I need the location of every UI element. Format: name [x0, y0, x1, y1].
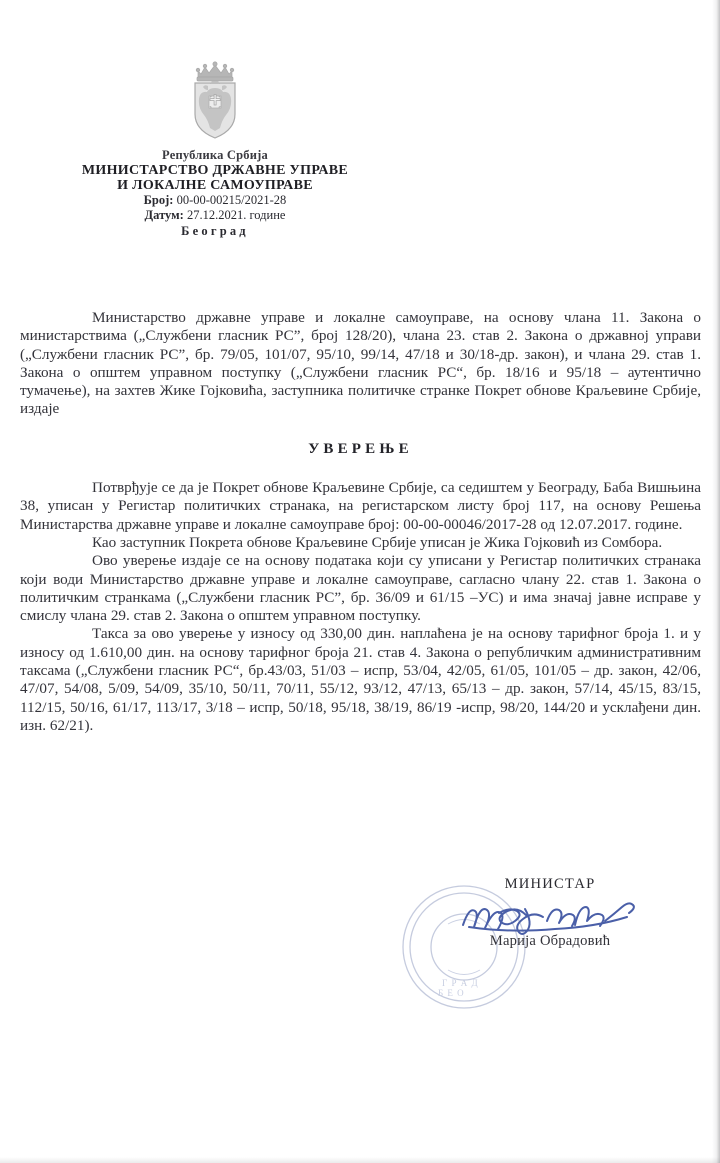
- paragraph-register-source: Ово уверење издаје се на основу података који су уписани у Регистар политичких странака који води Министарство државне управе и локалне самоуправе, сагласно члану 22. став 1. Закона о политичким странкама („Службени гласник РС”, бр. 36/09 и 61/15 –УС) и има значај јавне исправе у смислу члана 29. став 2. Закона о општем управном поступку.: [20, 552, 701, 625]
- signer-name: Марија Обрадовић: [489, 933, 611, 949]
- document-number: [0, 193, 430, 208]
- signer-role: МИНИСТАР: [504, 876, 596, 892]
- signature-block: [420, 876, 680, 950]
- country-name: Република Србија: [162, 148, 268, 162]
- paragraph-registration: Потврђује се да је Покрет обнове Краљевине Србије, са седиштем у Београду, Баба Вишњина 38, уписан у Регистар политичких странака, на регистарском листу број 117, на основу Решења Министарства државне управе и локалне самоуправе број: 00-00-00046/2017-28 од 12.07.2017. године.: [20, 479, 701, 533]
- ministry-name-line1: МИНИСТАРСТВО ДРЖАВНЕ УПРАВЕ: [81, 163, 349, 178]
- document-number-label: Број:: [143, 193, 174, 207]
- ministry-name-line2: И ЛОКАЛНЕ САМОУПРАВЕ: [117, 178, 313, 193]
- document-number-value: 00-00-00215/2021-28: [176, 193, 287, 207]
- scan-edge-right: [712, 0, 720, 1163]
- scan-edge-bottom: [0, 1157, 720, 1163]
- svg-text:Г Р А Д: Г Р А Д: [442, 978, 479, 988]
- paragraph-legal-basis: Министарство државне управе и локалне самоуправе, на основу члана 11. Закона о министарствима („Службени гласник РС”, број 128/20), члана 23. став 2. Закона о државној управи („Службени гласник РС”, бр. 79/05, 101/07, 95/10, 99/14, 47/18 и 30/18-др. закон), и члана 29. став 1. Закона о општем управном поступку („Службени гласник РС“, бр. 18/16 и 95/18 – аутентично тумачење), на захтев Жике Гојковића, заступника политичке странке Покрет обнове Краљевине Србије, издаје: [20, 309, 701, 418]
- paragraph-representative: Као заступник Покрета обнове Краљевине Србије уписан је Жика Гојковић из Сомбора.: [92, 533, 663, 551]
- handwritten-signature-icon: [455, 891, 645, 939]
- document-title: УВЕРЕЊЕ: [308, 440, 413, 457]
- serbian-coat-of-arms-icon: [184, 58, 246, 144]
- document-date-label: Датум:: [144, 208, 184, 222]
- document-header: [0, 58, 430, 239]
- document-date-value: 27.12.2021. године: [186, 208, 286, 222]
- issuing-city: Београд: [181, 224, 249, 238]
- svg-text:Б Е О: Б Е О: [438, 988, 465, 998]
- document-date: [0, 208, 430, 223]
- paragraph-fees: Такса за ово уверење у износу од 330,00 дин. наплаћена је на основу тарифног броја 1. и у износу од 1.610,00 дин. на основу тарифног броја 21. став 4. Закона о републичким административним таксама („Службени гласник РС“, бр.43/03, 51/03 – испр, 53/04, 42/05, 61/05, 101/05 – др. закон, 42/06, 47/07, 54/08, 5/09, 54/09, 35/10, 50/11, 70/11, 55/12, 93/12, 47/13, 65/13 – др. закон, 57/14, 45/15, 83/15, 112/15, 50/16, 61/17, 113/17, 3/18 – испр, 50/18, 95/18, 38/19, 86/19 -испр, 98/20, 144/20 и усклађени дин. изн. 62/21).: [20, 625, 701, 734]
- document-body: [20, 309, 701, 735]
